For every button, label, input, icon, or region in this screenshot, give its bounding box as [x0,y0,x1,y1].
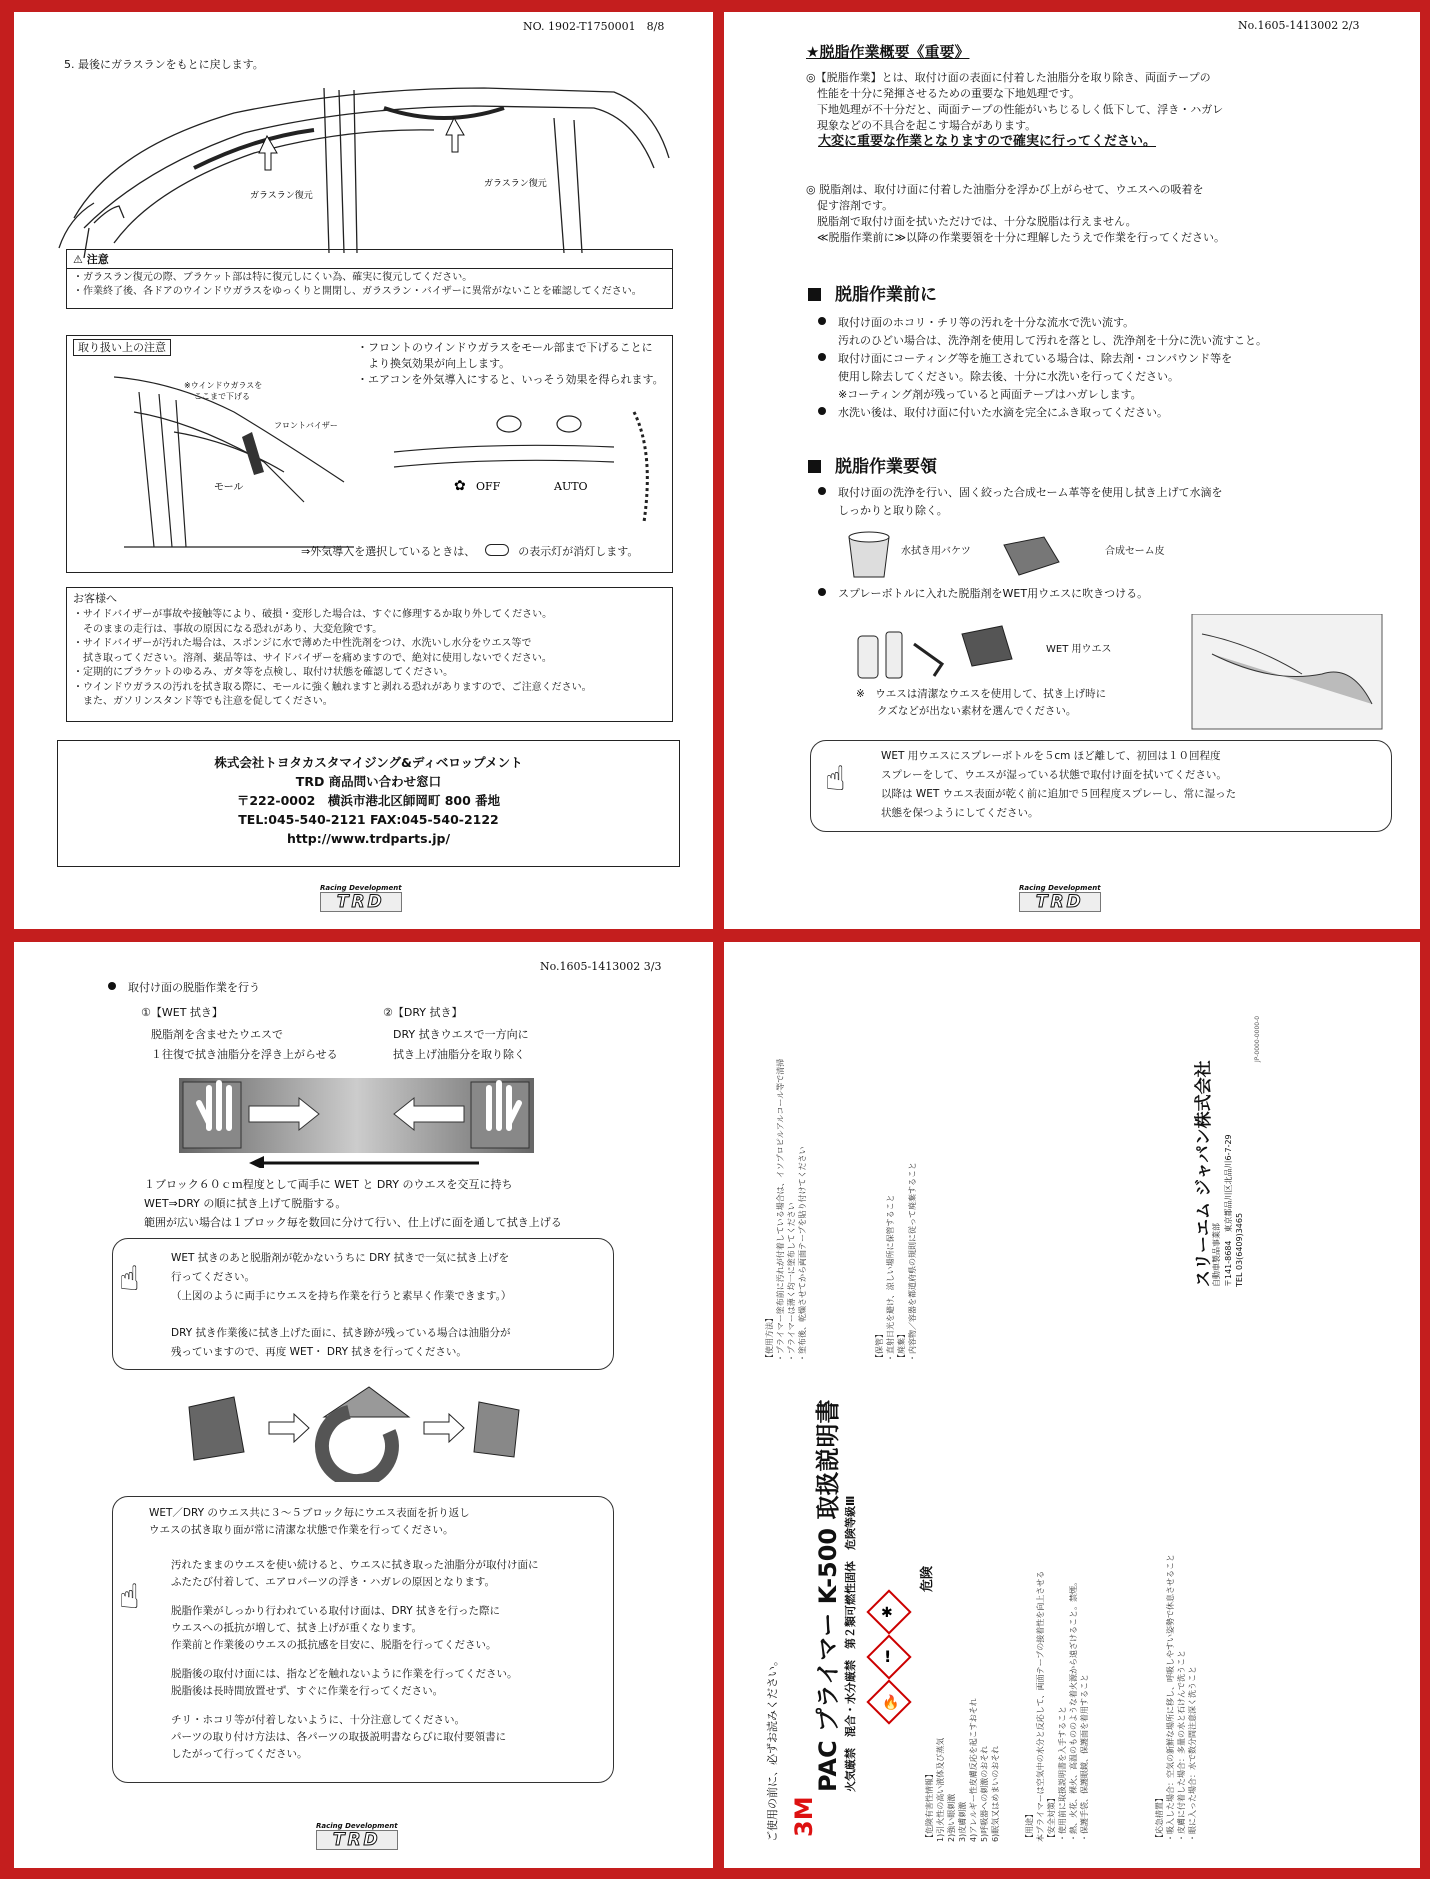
firstaid-line-4: ・眼に入った場合：水で数分間注意深く洗うこと [1188,1666,1197,1842]
read-before-use-note: ご使用の前に、必ずお読みください。 [766,1655,779,1842]
company-address: 〒222-0002 横浜市港北区師岡町 800 番地 [236,793,501,808]
firstaid-line-3: ・皮膚に付着した場合：多量の水と石けんで洗うこと [1177,1650,1186,1842]
doc-number: No.1605-1413002 2/3 [1238,19,1360,32]
warning-icon: ⚠ [73,253,83,266]
manual-page-2 [724,12,1420,929]
dry-wipe-heading: ②【DRY 拭き】 [383,1006,463,1019]
fan-icon: ✿ [454,478,466,494]
care-line-6: ウエスへの抵抗が増して、拭き上げが重くなります。 [171,1622,422,1634]
doc-number: No.1605-1413002 3/3 [540,960,662,973]
care-line-2: ウエスの拭き取り面が常に清潔な状態で作業を行ってください。 [149,1524,454,1536]
waste-note-line-2: クズなどが出ない素材を選んでください。 [856,705,1077,717]
overview-emphasis: 大変に重要な作業となりますので確実に行ってください。 [818,134,1157,149]
caution-box [66,249,673,309]
spray-box-line-1: WET 用ウエスにスプレーボトルを５cm ほど離して、初回は１０回程度 [881,750,1221,762]
tips1-line-1: WET 拭きのあと脱脂剤が乾かないうちに DRY 拭きで一気に拭き上げを [171,1252,510,1264]
spray-item-text: スプレーボトルに入れた脱脂剤をWET用ウエスに吹きつける。 [838,587,1149,600]
danger-label: 危険 [920,1565,935,1592]
before-item-3-line-1: 水洗い後は、取付け面に付いた水滴を完全にふき取ってください。 [838,406,1168,419]
tips1-line-3: （上図のように両手にウエスを持ち作業を行うと素早く作業できます。） [171,1290,512,1302]
customer-line-1: ・サイドバイザーが事故や接触等により、破損・変形した場合は、すぐに修理するか取り外してください。 [73,609,553,620]
handling-line-3: ・エアコンを外気導入にすると、いっそう効果を得られます。 [357,373,664,386]
proc-item-1-line-1: 取付け面の洗浄を行い、固く絞った合成セーム革等を使用し拭き上げて水滴を [838,486,1223,499]
section-procedure-title: 脱脂作業要領 [835,457,937,477]
tips1-line-5: 残っていますので、再度 WET・ DRY 拭きを行ってください。 [171,1346,467,1358]
handling-title: 取り扱い上の注意 [73,339,171,356]
spray-box-line-4: 状態を保つようにしてください。 [881,807,1039,819]
spray-instructions-box [810,740,1392,832]
trd-logo-small: Racing Development [320,884,402,892]
3m-brand-logo: 3M [790,1796,818,1837]
hazard-line-1: 【危険有害性情報】 [925,1770,934,1842]
waste-note-line-1: ※ ウエスは清潔なウエスを使用して、拭き上げ時に [856,688,1107,700]
before-item-1-line-1: 取付け面のホコリ・チリ等の汚れを十分な流水で洗い流す。 [838,316,1135,329]
solvent-line-3: 脱脂剤で取付け面を拭いただけでは、十分な脱脂は行えません。 [806,215,1137,228]
bullet-icon [818,487,826,495]
solvent-line-2: 促す溶剤です。 [806,199,894,212]
method-line-7: 【廃棄】 [897,1330,906,1362]
section-square-icon [808,460,821,473]
3m-address: 〒141-8684 東京都品川区北品川6-7-29 [1224,1134,1233,1287]
window-note-line-2: ここまで下げる [194,392,250,401]
usage-line-2: 本プライマーは空気中の水分と反応して、両面テープの接着性を向上させる [1036,1570,1045,1842]
trd-logo-big: TRD [320,892,402,912]
customer-notice-box [66,587,673,722]
firstaid-line-2: ・吸入した場合：空気の新鮮な場所に移し、呼吸しやすい姿勢で休息させること [1166,1554,1175,1842]
spray-box-line-3: 以降は WET ウエス表面が乾く前に追加で５回程度スプレーし、常に湿った [881,788,1237,800]
hazard-line-2: 1)引火性の高い液体及び蒸気 [936,1737,945,1842]
company-name: 株式会社トヨタカスタマイジング&ディベロップメント [214,755,523,770]
care-line-10: チリ・ホコリ等が付着しないように、十分注意してください。 [171,1714,465,1726]
usage-line-1: 【用途】 [1025,1810,1034,1842]
handling-line-1: ・フロントのウインドウガラスをモール部まで下げることに [357,341,653,354]
customer-line-7: また、ガソリンスタンド等でも注意を促してください。 [73,696,333,707]
dry-wipe-line-1: DRY 拭きウエスで一方向に [393,1028,529,1041]
fold-cloth-illustration [174,1372,534,1482]
tips1-line-4: DRY 拭き作業後に拭き上げた面に、拭き跡が残っている場合は油脂分が [171,1327,511,1339]
wet-wipe-line-1: 脱脂剤を含ませたウエスで [151,1028,283,1041]
care-line-9: 脱脂後は長時間放置せず、すぐに作業を行ってください。 [171,1685,444,1697]
before-item-2-line-1: 取付け面にコーティング等を施工されている場合は、除去剤・コンパウンド等を [838,352,1233,365]
outside-air-note-end: の表示灯が消灯します。 [518,545,639,558]
off-label: OFF [476,480,501,493]
before-item-2-line-3: ※コーティング剤が残っていると両面テープはハガレします。 [838,388,1142,401]
block-line-1: １ブロック６０ｃｍ程度として両手に WET と DRY のウエスを交互に持ち [144,1178,513,1191]
care-line-3: 汚れたままのウエスを使い続けると、ウエスに拭き取った油脂分が取付け面に [171,1559,539,1571]
care-line-7: 作業前と作業後のウエスの抵抗感を目安に、脱脂を行ってください。 [171,1639,497,1651]
overview-line-4: 現象などの不具合を起こす場合があります。 [806,119,1037,132]
method-line-6: ・直射日光を避け、涼しい場所に保管すること [886,1194,895,1362]
trd-logo-small: Racing Development [1019,884,1101,892]
method-line-1: 【使用方法】 [765,1314,774,1362]
window-and-aircon-illustration [114,372,674,562]
care-line-8: 脱脂後の取付け面には、指などを触れないように作業を行ってください。 [171,1668,518,1680]
trd-logo [320,884,402,912]
manual-page-1 [14,12,713,929]
hazard-line-3: 2)強い眼刺激 [947,1793,956,1842]
care-line-12: したがって行ってください。 [171,1748,308,1760]
hazard-line-5: 4)アレルギー性皮膚反応を起こすおそれ [969,1698,978,1842]
3m-primer-instruction-sheet [724,942,1420,1868]
company-url[interactable]: http://www.trdparts.jp/ [286,831,451,846]
doc-number: NO. 1902-T1750001 8/8 [523,20,665,33]
hazard-line-4: 3)皮膚刺激 [958,1801,967,1842]
customer-line-4: 拭き取ってください。溶剤、薬品等は、サイドバイザーを痛めますので、絶対に使用しないでください。 [73,652,552,664]
section-square-icon [808,288,821,301]
care-line-4: ふたたび付着して、エアロパーツの浮き・ハガレの原因となります。 [171,1576,496,1588]
company-box [57,740,680,867]
customer-line-3: ・サイドバイザーが汚れた場合は、スポンジに水で薄めた中性洗剤をつけ、水洗いし水分をウエス等で [73,638,532,649]
auto-label: AUTO [554,480,588,493]
hazard-line-7: 6)眠気又はめまいのおそれ [991,1745,1000,1842]
usage-line-3: 【安全対策】 [1047,1794,1056,1842]
care-line-5: 脱脂作業がしっかり行われている取付け面は、DRY 拭きを行った際に [171,1605,500,1617]
pointing-hand-icon: ☝ [825,759,846,799]
usage-line-6: ・保護手袋、保護眼鏡、保護面を着用すること [1080,1674,1089,1842]
solvent-line-1: ◎ 脱脂剤は、取付け面に付着した油脂分を浮かび上がらせて、ウエスへの吸着を [806,183,1204,196]
hazard-line-6: 5)呼吸器への刺激のおそれ [980,1745,989,1842]
trd-logo-small: Racing Development [316,1822,398,1830]
care-line-11: パーツの取り付け方法は、各パーツの取扱説明書ならびに取付要領書に [171,1731,507,1743]
primer-title: PAC プライマー K-500 取扱説明書 [814,1399,842,1792]
car-glass-run-illustration [54,78,684,258]
glass-run-label-rear: ガラスラン復元 [484,179,547,189]
caution-line-1: ・ガラスラン復元の際、ブラケット部は特に復元しにくい為、確実に復元してください。 [73,272,473,283]
customer-line-2: そのままの走行は、事故の原因になる恐れがあり、大変危険です。 [73,623,383,635]
handling-line-2: より換気効果が向上します。 [357,357,511,370]
page3-title: 取付け面の脱脂作業を行う [128,981,260,994]
before-item-2-line-2: 使用し除去してください。除去後、十分に水洗いを行ってください。 [838,370,1179,383]
overview-line-3: 下地処理が不十分だと、両面テープの性能がいちじるしく低下して、浮き・ハガレ [806,103,1224,116]
tips1-line-2: 行ってください。 [171,1271,255,1283]
chamois-label: 合成セーム皮 [1105,546,1165,557]
3m-phone: TEL 03(6409)3465 [1235,1212,1244,1287]
outside-air-car-icon [485,544,509,556]
caution-line-2: ・作業終了後、各ドアのウインドウガラスをゆっくりと開閉し、ガラスラン・バイザーに異常がないことを確認してください。 [73,286,642,297]
trd-logo [1019,884,1101,912]
solvent-line-4: ≪脱脂作業前に≫以降の作業要領を十分に理解したうえで作業を行ってください。 [806,231,1226,244]
cloth-care-box [112,1496,614,1783]
trd-logo-big: TRD [1019,892,1101,912]
window-note-line-1: ※ウインドウガラスを [184,381,263,390]
exclamation-icon: ! [884,1647,892,1666]
wet-wipe-line-2: １往復で拭き油脂分を浮き上がらせる [151,1048,338,1061]
trd-logo [316,1822,398,1850]
two-hand-wipe-illustration [179,1068,539,1168]
contact-window: TRD 商品問い合わせ窓口 [295,774,442,789]
bullet-icon [818,588,826,596]
primer-subtitle: 火気厳禁 混合・水分厳禁 第２類可燃性固体 危険等級Ⅲ [844,1495,857,1792]
wet-wipe-heading: ①【WET 拭き】 [141,1006,223,1019]
mall-label: モール [214,482,244,493]
front-visor-label: フロントバイザー [274,421,338,430]
method-line-8: ・内容物／容器を都道府県の規則に従って廃棄すること [908,1162,917,1362]
method-line-4: ・塗布後、乾燥させてから両面テープを貼り付けてください [798,1146,807,1362]
pointing-hand-icon: ☝ [119,1259,140,1299]
dry-wipe-tips-box [112,1238,614,1370]
usage-line-5: ・熱、火花、裸火、高温のもののような着火源から遠ざけること。禁煙。 [1069,1578,1078,1842]
glass-run-label-front: ガラスラン復元 [250,191,313,201]
degrease-overview-heading: ★脱脂作業概要《重要》 [806,43,970,61]
care-line-1: WET／DRY のウエス共に３～５ブロック毎にウエス表面を折り返し [149,1507,470,1519]
trd-logo-big: TRD [316,1830,398,1850]
flame-icon: 🔥 [882,1695,900,1711]
customer-title: お客様へ [73,592,117,605]
caution-title: 注意 [86,253,109,266]
3m-japan-company: スリーエム ジャパン株式会社 [1194,1060,1214,1287]
overview-line-1: ◎【脱脂作業】とは、取付け面の表面に付着した油脂分を取り除き、両面テープの [806,71,1211,84]
dry-wipe-line-2: 拭き上げ油脂分を取り除く [393,1048,525,1061]
sheet-serial: JP-0000-0000-0 [1254,1015,1261,1062]
wet-cloth-label: WET 用ウエス [1046,644,1112,655]
3m-division: 自動車製品事業部 [1212,1223,1221,1287]
block-line-3: 範囲が広い場合は１ブロック毎を数回に分けて行い、仕上げに面を通して拭き上げる [144,1216,562,1229]
firstaid-line-1: 【応急措置】 [1155,1794,1164,1842]
block-line-2: WET⇒DRY の順に拭き上げて脱脂する。 [144,1197,347,1210]
before-item-1-line-2: 汚れのひどい場合は、洗浄剤を使用して汚れを落とし、洗浄剤を十分に洗い流すこと。 [838,334,1267,347]
ghs-hazard-pictograms [854,1557,924,1737]
bullet-icon [818,317,826,325]
bullet-icon [818,407,826,415]
bullet-icon [108,982,116,990]
bullet-icon [818,353,826,361]
pointing-hand-icon: ☝ [119,1577,140,1617]
method-line-2: ・プライマー塗布前に汚れが付着している場合は、イソプロピルアルコール等で清掃 [776,1058,785,1362]
step-5-text: 5. 最後にガラスランをもとに戻します。 [64,58,264,71]
method-line-5: 【保管】 [875,1330,884,1362]
usage-line-4: ・使用前に取扱説明書を入手すること [1058,1706,1067,1842]
section-before-title: 脱脂作業前に [835,285,937,305]
customer-line-6: ・ウインドウガラスの汚れを拭き取る際に、モールに強く触れますと剥れる恐れがありますので、ご注意ください。 [73,681,592,693]
manual-page-3 [14,942,713,1868]
overview-line-2: 性能を十分に発揮させるための重要な下地処理です。 [806,87,1081,100]
outside-air-note: ⇒外気導入を選択しているときは、 [301,545,476,558]
method-line-3: ・プライマーは薄く均一に塗布してください [787,1202,796,1362]
spray-box-line-2: スプレーをして、ウエスが湿っている状態で取付け面を拭いてください。 [881,769,1227,781]
customer-line-5: ・定期的にブラケットのゆるみ、ガタ等を点検し、取付け状態を確認してください。 [73,667,454,678]
proc-item-1-line-2: しっかりと取り除く。 [838,504,948,517]
company-phone: TEL:045-540-2121 FAX:045-540-2122 [238,812,499,827]
bucket-label: 水拭き用バケツ [901,546,971,557]
health-hazard-icon: ✱ [881,1605,893,1621]
